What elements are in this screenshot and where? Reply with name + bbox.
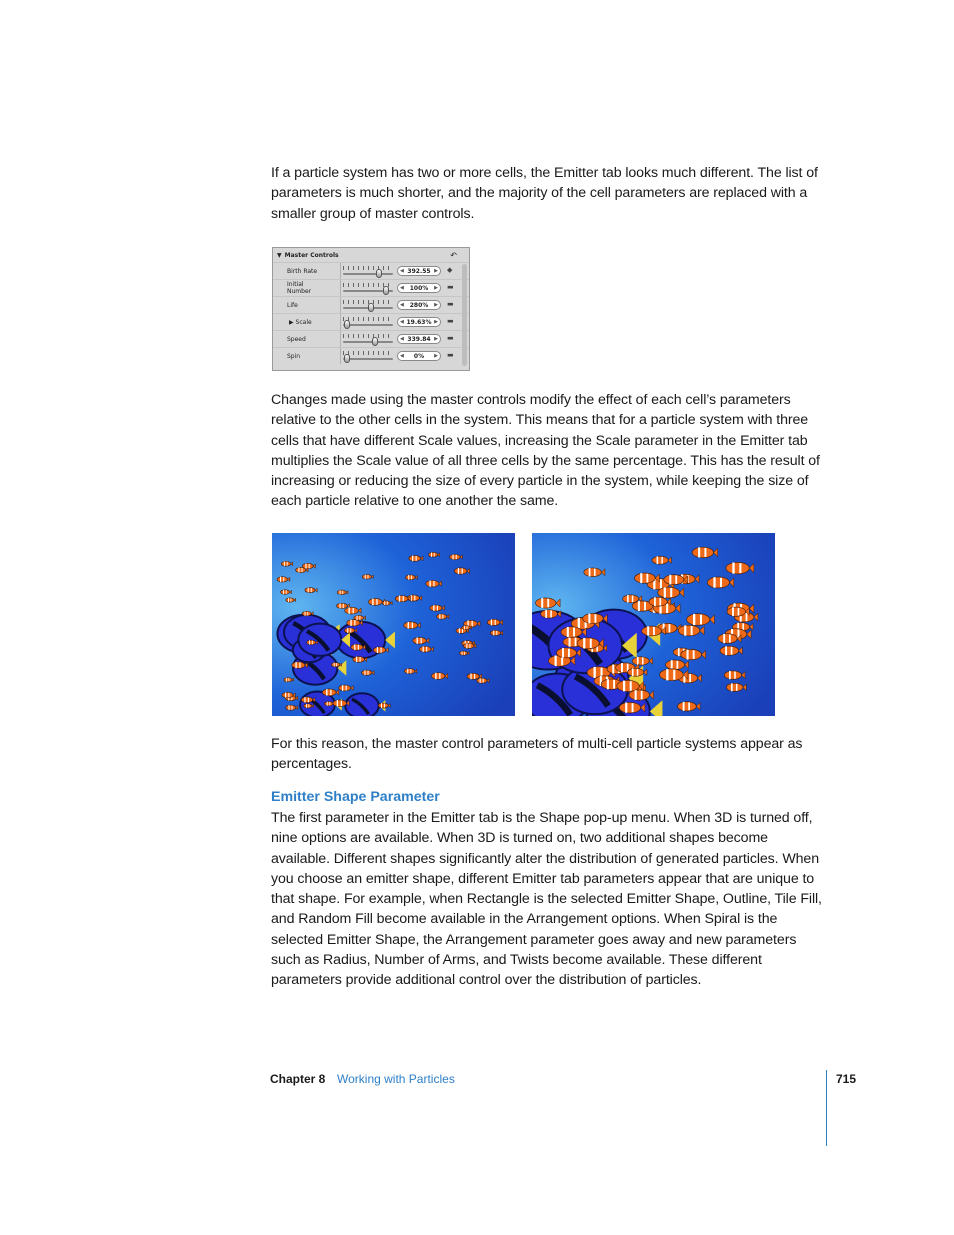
master-controls-panel	[272, 247, 470, 371]
section-heading: Emitter Shape Parameter	[271, 789, 440, 805]
animation-menu-icon[interactable]: ▬	[447, 317, 454, 325]
param-value: 280%	[409, 301, 429, 309]
param-slider[interactable]	[343, 283, 393, 293]
slider-track[interactable]	[343, 273, 393, 275]
increment-arrow-icon[interactable]: ▶	[434, 319, 438, 325]
param-value-field[interactable]	[397, 300, 441, 310]
param-slider[interactable]	[343, 334, 393, 344]
increment-arrow-icon[interactable]: ▶	[434, 285, 438, 291]
slider-track[interactable]	[343, 324, 393, 326]
decrement-arrow-icon[interactable]: ◀	[400, 336, 404, 342]
master-controls-paragraph: Changes made using the master controls modify the effect of each cell’s parameters relative to the other cells in the system. This means that for a particle system with three cells that have different Scale values, increasing the Scale parameter in the Emitter tab multiplies the Scale value of all three cells by the same percentage. This has the result of increasing or reducing the size of every particle in the system, while keeping the size of each particle relative to one another the same.	[271, 392, 820, 510]
increment-arrow-icon[interactable]: ▶	[434, 268, 438, 274]
master-controls-title: Master Controls	[284, 251, 339, 259]
footer-divider	[826, 1070, 827, 1146]
param-row	[273, 347, 469, 364]
param-label-text: Birth Rate	[287, 267, 318, 275]
column-divider	[340, 280, 341, 296]
decrement-arrow-icon[interactable]: ◀	[400, 285, 404, 291]
param-row	[273, 313, 469, 330]
param-value: 339.84	[407, 335, 431, 343]
decrement-arrow-icon[interactable]: ◀	[400, 353, 404, 359]
page-number: 715	[836, 1072, 857, 1086]
param-value-field[interactable]	[397, 266, 441, 276]
slider-track[interactable]	[343, 358, 393, 360]
param-value-field[interactable]	[397, 334, 441, 344]
column-divider	[340, 297, 341, 313]
param-value: 392.55	[407, 267, 431, 275]
param-row	[273, 330, 469, 347]
param-value: 0%	[413, 352, 425, 360]
animation-menu-icon[interactable]: ▬	[447, 334, 454, 342]
slider-knob[interactable]	[383, 286, 389, 295]
emitter-shape-paragraph: The first parameter in the Emitter tab is the Shape pop-up menu. When 3D is turned off, nine options are available. When 3D is turned on, two additional shapes become available. Different shapes significantly alter the distribution of generated particles. When you choose an emitter shape, different Emitter tab parameters appear that are unique to that shape. For example, when Rectangle is the selected Emitter Shape, Outline, Tile Fill, and Random Fill become available in the Arrangement options. When Spiral is the selected Emitter Shape, the Arrangement parameter goes away and new parameters such as Radius, Number of Arms, and Twists become available. These different parameters provide additional control over the distribution of particles.	[271, 810, 822, 989]
animation-menu-icon[interactable]: ▬	[447, 351, 454, 359]
fish-image-small-scale	[272, 533, 515, 716]
param-value-field[interactable]	[397, 351, 441, 361]
panel-scrollbar[interactable]	[462, 264, 467, 366]
slider-track[interactable]	[343, 341, 393, 343]
decrement-arrow-icon[interactable]: ◀	[400, 268, 404, 274]
param-label	[273, 268, 327, 275]
param-slider[interactable]	[343, 300, 393, 310]
slider-knob[interactable]	[368, 303, 374, 312]
param-label	[273, 281, 327, 295]
slider-ticks	[343, 351, 393, 355]
footer-chapter: Chapter 8	[270, 1072, 326, 1086]
increment-arrow-icon[interactable]: ▶	[434, 336, 438, 342]
fish-image-large-scale	[532, 533, 775, 716]
param-slider[interactable]	[343, 351, 393, 361]
slider-ticks	[343, 334, 393, 338]
slider-ticks	[343, 317, 393, 321]
param-label	[273, 319, 327, 326]
param-slider[interactable]	[343, 317, 393, 327]
intro-paragraph: If a particle system has two or more cells, the Emitter tab looks much different. The list of parameters is much shorter, and the majority of the cell parameters are replaced with a smaller group of master controls.	[271, 165, 818, 222]
param-value-field[interactable]	[397, 283, 441, 293]
param-label-text: Spin	[287, 352, 301, 360]
column-divider	[340, 348, 341, 364]
param-label-text: Life	[287, 301, 298, 309]
slider-knob[interactable]	[344, 320, 350, 329]
param-label	[273, 302, 327, 309]
param-row	[273, 262, 469, 279]
increment-arrow-icon[interactable]: ▶	[434, 353, 438, 359]
decrement-arrow-icon[interactable]: ◀	[400, 319, 404, 325]
animation-menu-icon[interactable]: ▬	[447, 283, 454, 291]
slider-knob[interactable]	[344, 354, 350, 363]
master-controls-header[interactable]	[273, 248, 469, 262]
disclosure-triangle-icon[interactable]: ▶	[289, 318, 296, 326]
param-value: 100%	[409, 284, 429, 292]
column-divider	[340, 263, 341, 279]
slider-knob[interactable]	[372, 337, 378, 346]
increment-arrow-icon[interactable]: ▶	[434, 302, 438, 308]
reset-icon[interactable]: ↶	[450, 251, 457, 260]
param-row	[273, 296, 469, 313]
slider-ticks	[343, 266, 393, 270]
column-divider	[340, 314, 341, 330]
param-slider[interactable]	[343, 266, 393, 276]
percentages-paragraph: For this reason, the master control parameters of multi-cell particle systems appear as percentages.	[271, 736, 803, 773]
disclosure-triangle-icon[interactable]: ▼	[277, 251, 282, 259]
param-row	[273, 279, 469, 296]
param-label-text: Speed	[287, 335, 306, 343]
decrement-arrow-icon[interactable]: ◀	[400, 302, 404, 308]
param-value-field[interactable]	[397, 317, 441, 327]
param-value: 19.63%	[406, 318, 432, 326]
slider-knob[interactable]	[376, 269, 382, 278]
param-label	[273, 353, 327, 360]
param-label-text: Scale	[295, 318, 312, 326]
keyframe-icon[interactable]: ◆	[447, 266, 453, 274]
param-label-text: Initial Number	[287, 281, 312, 295]
param-label	[273, 336, 327, 343]
footer-chapter-title[interactable]: Working with Particles	[337, 1072, 455, 1086]
column-divider	[340, 331, 341, 347]
animation-menu-icon[interactable]: ▬	[447, 300, 454, 308]
